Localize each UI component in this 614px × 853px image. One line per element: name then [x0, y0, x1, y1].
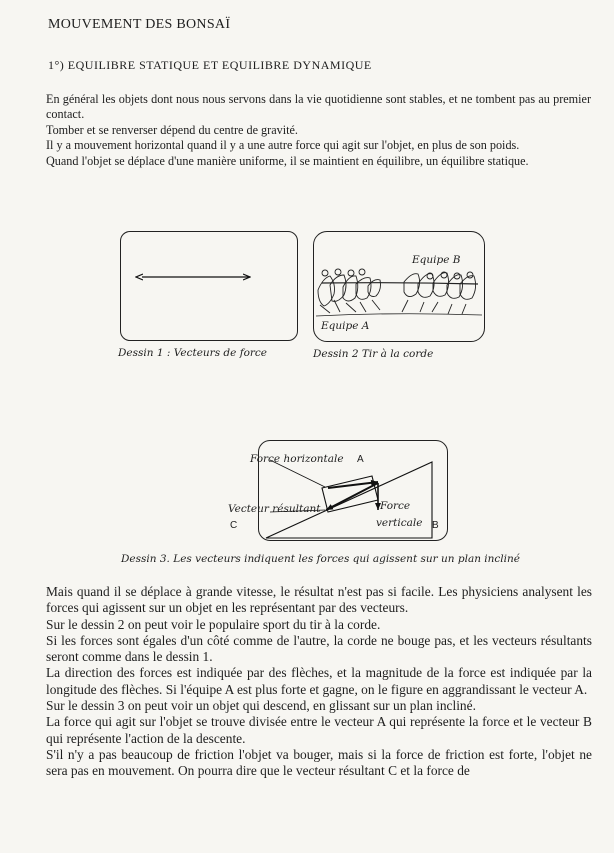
figure-3-caption: Dessin 3. Les vecteurs indiquent les forces qui agissent sur un plan incliné	[121, 553, 520, 565]
intro-paragraph: En général les objets dont nous nous servons dans la vie quotidienne sont stables, et ne tombent pas au premier contact.	[46, 92, 591, 122]
body-paragraph: S'il n'y a pas beaucoup de friction l'objet va bouger, mais si la force de friction est forte, l'objet ne sera pas en mouvement. On pourra dire que le vecteur résultant C et la force de	[46, 746, 592, 779]
section-title: 1°) EQUILIBRE STATIQUE ET EQUILIBRE DYNAMIQUE	[48, 58, 372, 72]
label-b: B	[432, 520, 439, 531]
label-force-horizontale: Force horizontale	[250, 453, 344, 465]
team-a-label: Equipe A	[321, 320, 370, 332]
intro-paragraph: Il y a mouvement horizontal quand il y a une autre force qui agit sur l'objet, en plus de son poids.	[46, 138, 520, 153]
label-verticale: verticale	[376, 517, 423, 529]
label-force: Force	[380, 500, 411, 512]
body-paragraph: Sur le dessin 2 on peut voir le populaire sport du tir à la corde.	[46, 616, 381, 632]
label-vecteur-resultant: Vecteur résultant	[228, 503, 321, 515]
figure-1-caption: Dessin 1 : Vecteurs de force	[118, 347, 268, 359]
intro-paragraph: Tomber et se renverser dépend du centre de gravité.	[46, 122, 298, 137]
body-paragraph: Sur le dessin 3 on peut voir un objet qui descend, en glissant sur un plan incliné.	[46, 698, 476, 714]
body-text	[46, 584, 592, 780]
label-a: A	[357, 454, 364, 465]
body-paragraph: Si les forces sont égales d'un côté comme de l'autre, la corde ne bouge pas, et les vecteurs résultants seront comme dans le dessin 1.	[46, 632, 592, 665]
body-paragraph: La direction des forces est indiquée par des flèches, et la magnitude de la force est indiquée par la longitude des flèches. Si l'équipe A est plus forte et gagne, on le figure en aggrandissant le vecteur A.	[46, 665, 592, 697]
body-paragraph: Mais quand il se déplace à grande vitesse, le résultat n'est pas si facile. Les physiciens analysent les forces qui agissent sur un objet en les représentant par des vecteurs.	[46, 584, 592, 616]
body-paragraph: La force qui agit sur l'objet se trouve divisée entre le vecteur A qui représente la force et le vecteur B qui représente l'action de la descente.	[46, 714, 592, 746]
figure-2-caption: Dessin 2 Tir à la corde	[313, 348, 434, 360]
intro-paragraph: Quand l'objet se déplace d'une manière uniforme, il se maintient en équilibre, un équilibre statique.	[46, 153, 529, 168]
team-b-label: Equipe B	[412, 254, 461, 266]
label-c: C	[230, 520, 238, 531]
document-title: MOUVEMENT DES BONSAÏ	[48, 17, 231, 32]
